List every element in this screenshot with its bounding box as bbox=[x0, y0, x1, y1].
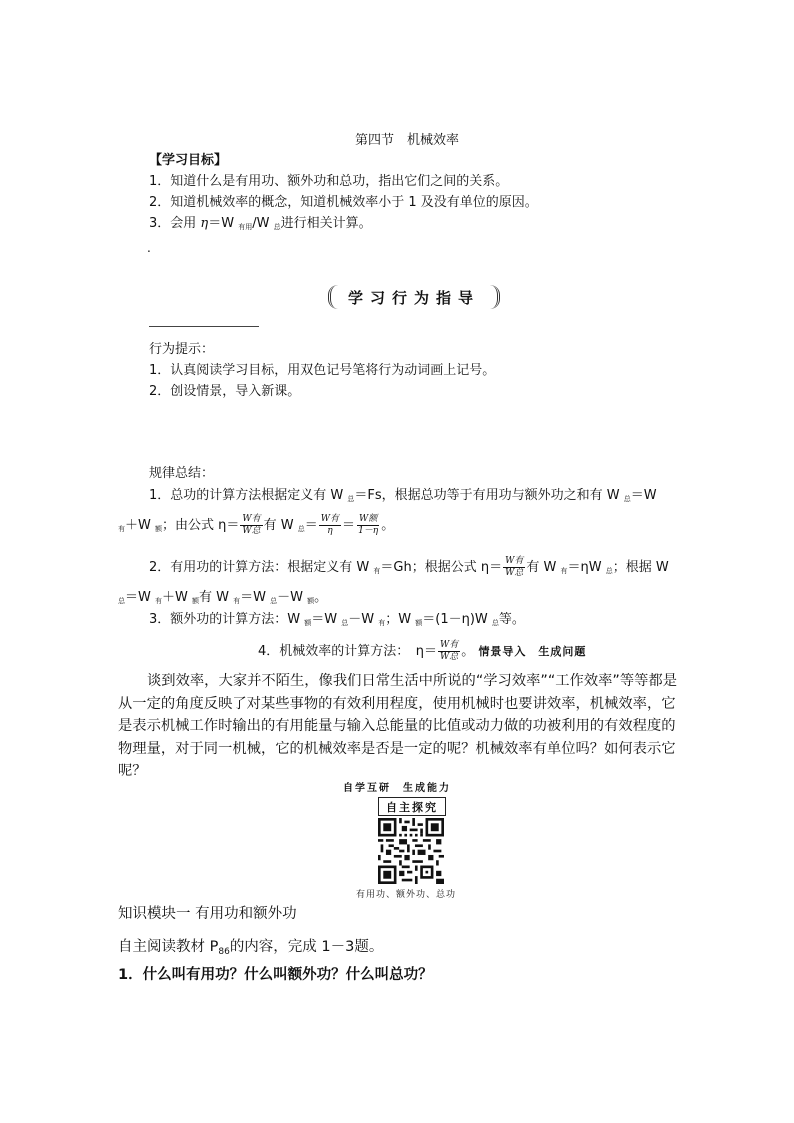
rule-1-line-1: 1．总功的计算方法根据定义有 W $_总$＝Fs，根据总功等于有用功与额外功之和有 W $_总$＝W bbox=[149, 488, 657, 503]
fraction: $\frac{\text{W有}}{\text{W总}}$ bbox=[242, 514, 261, 536]
tip-1: 1．认真阅读学习目标，用双色记号笔将行为动词画上记号。 bbox=[149, 363, 496, 378]
tips-header: 行为提示： bbox=[149, 342, 215, 357]
stray-dot: . bbox=[147, 241, 151, 255]
rule-1-line-2: $_有$＋W $_额$；由公式 η＝ $\frac{\text{W有}}{\text{W总}}$ 有 W $_总$＝ $\frac{\text{W有}}{\eta}$ ＝ $\frac{\text{W额}}{1-\eta}$ 。 bbox=[118, 514, 395, 536]
situation-tag: 情景导入 生成问题 bbox=[478, 645, 587, 658]
rules-header: 规律总结： bbox=[149, 466, 215, 481]
tip-2: 2．创设情景，导入新课。 bbox=[149, 384, 301, 399]
read-instruction: 自主阅读教材 $P_{86}$的内容，完成 1－3题。 bbox=[118, 939, 384, 957]
fraction: $\frac{\text{W额}}{1-\eta}$ bbox=[358, 514, 379, 536]
module-title: 知识模块一 有用功和额外功 bbox=[118, 906, 297, 922]
rule-2-line-1: 2．有用功的计算方法：根据定义有 W $_有$＝Gh；根据公式 η＝ $\frac{\text{W有}}{\text{W总}}$ 有 W $_有$＝ηW $_总$；根据 W bbox=[149, 556, 669, 578]
goal-1: 1．知道什么是有用功、额外功和总功，指出它们之间的关系。 bbox=[149, 174, 509, 189]
fraction: $\frac{\text{W有}}{\text{W总}}$ bbox=[440, 640, 459, 662]
intro-paragraph: 谈到效率，大家并不陌生，像我们日常生活中所说的“学习效率”“工作效率”等等都是从一定的角度反映了对某些事物的有效利用程度，使用机械时也要讲效率，机械效率，它是表示机械工作时输出的有用能量与输入总能量的比值或动力做的功被利用的有效程度的物理量，对于同一机械，它的机械效率是否是一定的呢？机械效率有单位吗？如何表示它呢？ bbox=[118, 673, 678, 779]
fraction: $\frac{\text{W有}}{\text{W总}}$ bbox=[505, 556, 524, 578]
qr-title: 自主探究 bbox=[378, 797, 446, 816]
rule-2-line-2: $_总$＝W $_有$＋W $_额$有 W $_有$＝W $_总$－W $_额$。 bbox=[118, 590, 328, 605]
rule-3: 3．额外功的计算方法：W $_额$＝W $_总$－W $_有$；W $_额$＝(1－η)W $_总$等。 bbox=[149, 612, 525, 627]
goal-3: 3．会用 η＝W $_{有用}$/W $_总$进行相关计算。 bbox=[149, 216, 372, 231]
divider-line bbox=[149, 326, 259, 327]
qr-code-icon[interactable] bbox=[377, 818, 445, 884]
fraction: $\frac{\text{W有}}{\eta}$ bbox=[320, 514, 340, 536]
self-study-header: 自学互研 生成能力 bbox=[343, 783, 451, 794]
page-title: 第四节 机械效率 bbox=[355, 133, 460, 148]
section-banner: 学习行为指导 bbox=[328, 285, 500, 309]
question-1: 1．什么叫有用功？什么叫额外功？什么叫总功？ bbox=[118, 967, 433, 983]
goal-2: 2．知道机械效率的概念，知道机械效率小于 1 及没有单位的原因。 bbox=[149, 195, 538, 210]
qr-caption: 有用功、额外功、总功 bbox=[356, 890, 457, 900]
rule-4: 4．机械效率的计算方法： η＝ $\frac{\text{W有}}{\text{W总}}$ 。 情景导入 生成问题 bbox=[258, 640, 587, 662]
goals-header: 【学习目标】 bbox=[149, 153, 228, 168]
